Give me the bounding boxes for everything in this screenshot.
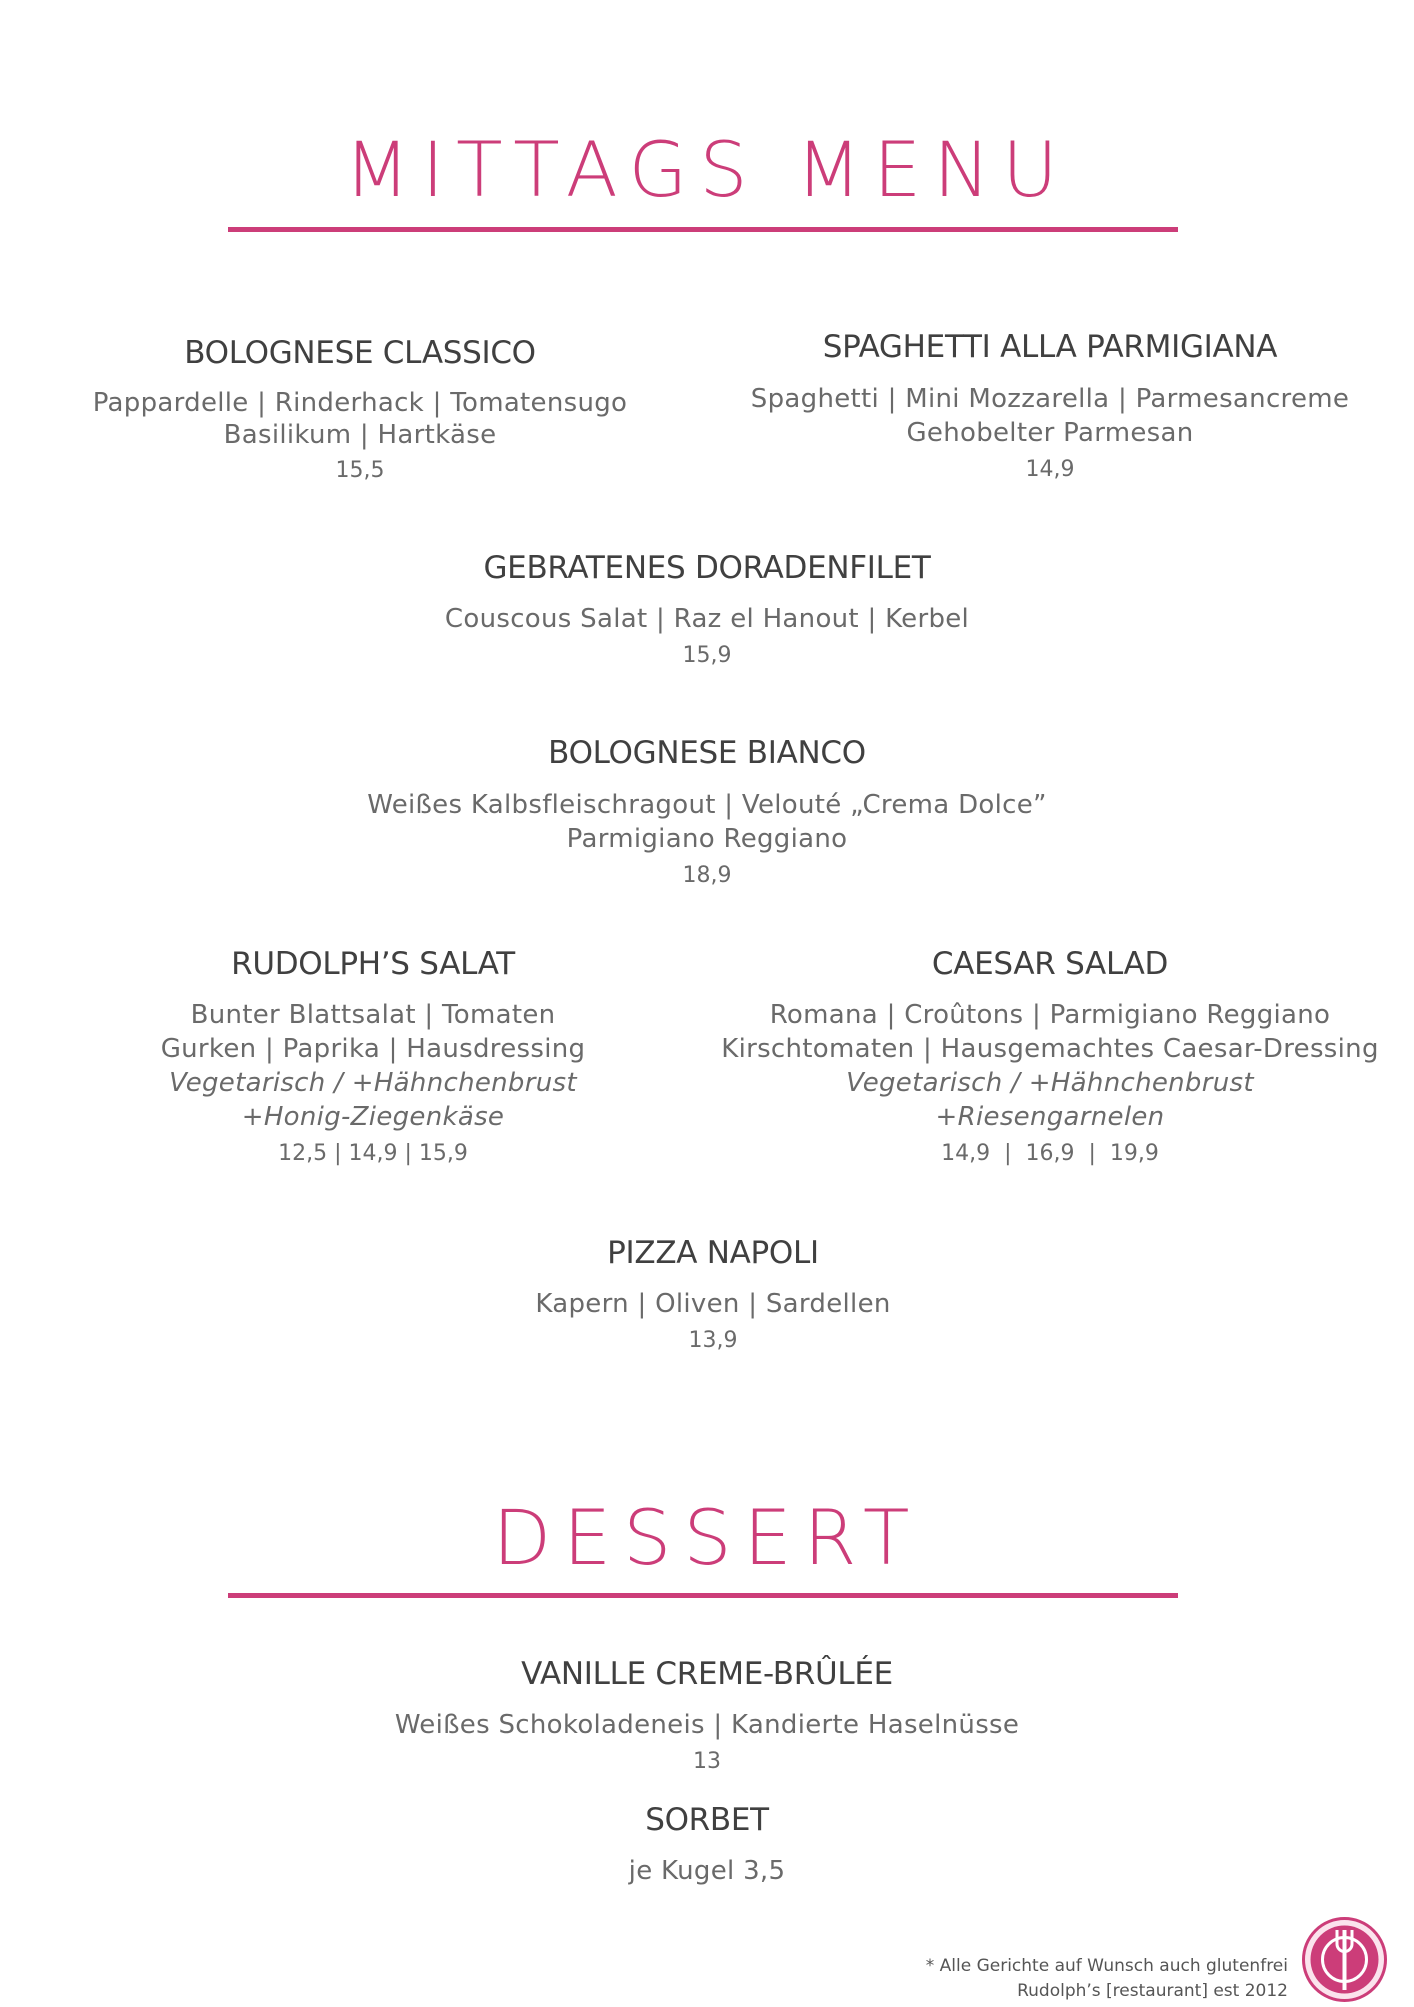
dish-description: Gehobelter Parmesan <box>906 418 1194 448</box>
dish-name: GEBRATENES DORADENFILET <box>483 550 931 586</box>
dish-option: Vegetarisch / +Hähnchenbrust <box>169 1068 577 1098</box>
plate-fork-knife-icon <box>1301 1916 1388 2003</box>
dish-bolognese-bianco <box>307 735 1107 888</box>
dish-description: Bunter Blattsalat | Tomaten <box>190 1000 556 1030</box>
dish-description: Weißes Kalbsfleischragout | Velouté „Crema Dolce” <box>367 790 1047 820</box>
dish-description: Gurken | Paprika | Hausdressing <box>160 1034 586 1064</box>
footnote <box>926 1954 1288 2004</box>
dish-price: 15,9 <box>682 643 732 668</box>
dish-bolognese-classico <box>60 335 660 483</box>
dish-sorbet <box>457 1802 957 1888</box>
dish-price: 14,9 | 16,9 | 19,9 <box>941 1141 1159 1166</box>
dish-description: Basilikum | Hartkäse <box>223 420 497 450</box>
dish-name: VANILLE CREME-BRÛLÉE <box>521 1656 893 1692</box>
dish-spaghetti-parmigiana <box>730 329 1370 482</box>
dish-description: je Kugel 3,5 <box>628 1856 786 1886</box>
lunch-divider <box>228 227 1178 232</box>
dish-option: Vegetarisch / +Hähnchenbrust <box>846 1068 1254 1098</box>
dish-name: BOLOGNESE BIANCO <box>548 735 866 771</box>
dish-doradenfilet <box>357 550 1057 668</box>
dish-name: SPAGHETTI ALLA PARMIGIANA <box>822 329 1278 365</box>
dish-description: Romana | Croûtons | Parmigiano Reggiano <box>769 1000 1331 1030</box>
dish-creme-brulee <box>357 1656 1057 1774</box>
dish-option: +Riesengarnelen <box>935 1102 1165 1132</box>
dish-description: Weißes Schokoladeneis | Kandierte Haselnüsse <box>394 1710 1020 1740</box>
dish-price: 14,9 <box>1025 457 1075 482</box>
dish-name: SORBET <box>645 1802 769 1838</box>
dish-description: Kirschtomaten | Hausgemachtes Caesar-Dressing <box>721 1034 1379 1064</box>
dish-price: 18,9 <box>682 863 732 888</box>
dish-description: Kapern | Oliven | Sardellen <box>535 1289 891 1319</box>
dish-description: Pappardelle | Rinderhack | Tomatensugo <box>92 388 628 418</box>
dish-price: 13 <box>693 1749 721 1774</box>
dish-name: BOLOGNESE CLASSICO <box>184 335 536 371</box>
dish-name: PIZZA NAPOLI <box>607 1235 819 1271</box>
dish-rudolphs-salat <box>73 946 673 1166</box>
brand-line: Rudolph’s [restaurant] est 2012 <box>1017 1981 1288 2001</box>
dish-price: 13,9 <box>688 1328 738 1353</box>
dish-price: 12,5 | 14,9 | 15,9 <box>278 1141 468 1166</box>
dish-description: Spaghetti | Mini Mozzarella | Parmesancreme <box>750 384 1350 414</box>
lunch-title: MITTAGS MENU <box>344 125 1070 214</box>
gluten-free-note: * Alle Gerichte auf Wunsch auch glutenfrei <box>925 1956 1288 1976</box>
dish-caesar-salad <box>700 946 1400 1166</box>
dish-description: Parmigiano Reggiano <box>566 824 848 854</box>
dessert-title: DESSERT <box>492 1493 922 1582</box>
dish-option: +Honig-Ziegenkäse <box>241 1102 505 1132</box>
dish-pizza-napoli <box>463 1235 963 1353</box>
dish-price: 15,5 <box>335 458 385 483</box>
dessert-divider <box>228 1593 1178 1598</box>
dish-description: Couscous Salat | Raz el Hanout | Kerbel <box>444 604 970 634</box>
dish-name: CAESAR SALAD <box>931 946 1169 982</box>
dish-name: RUDOLPH’S SALAT <box>231 946 515 982</box>
